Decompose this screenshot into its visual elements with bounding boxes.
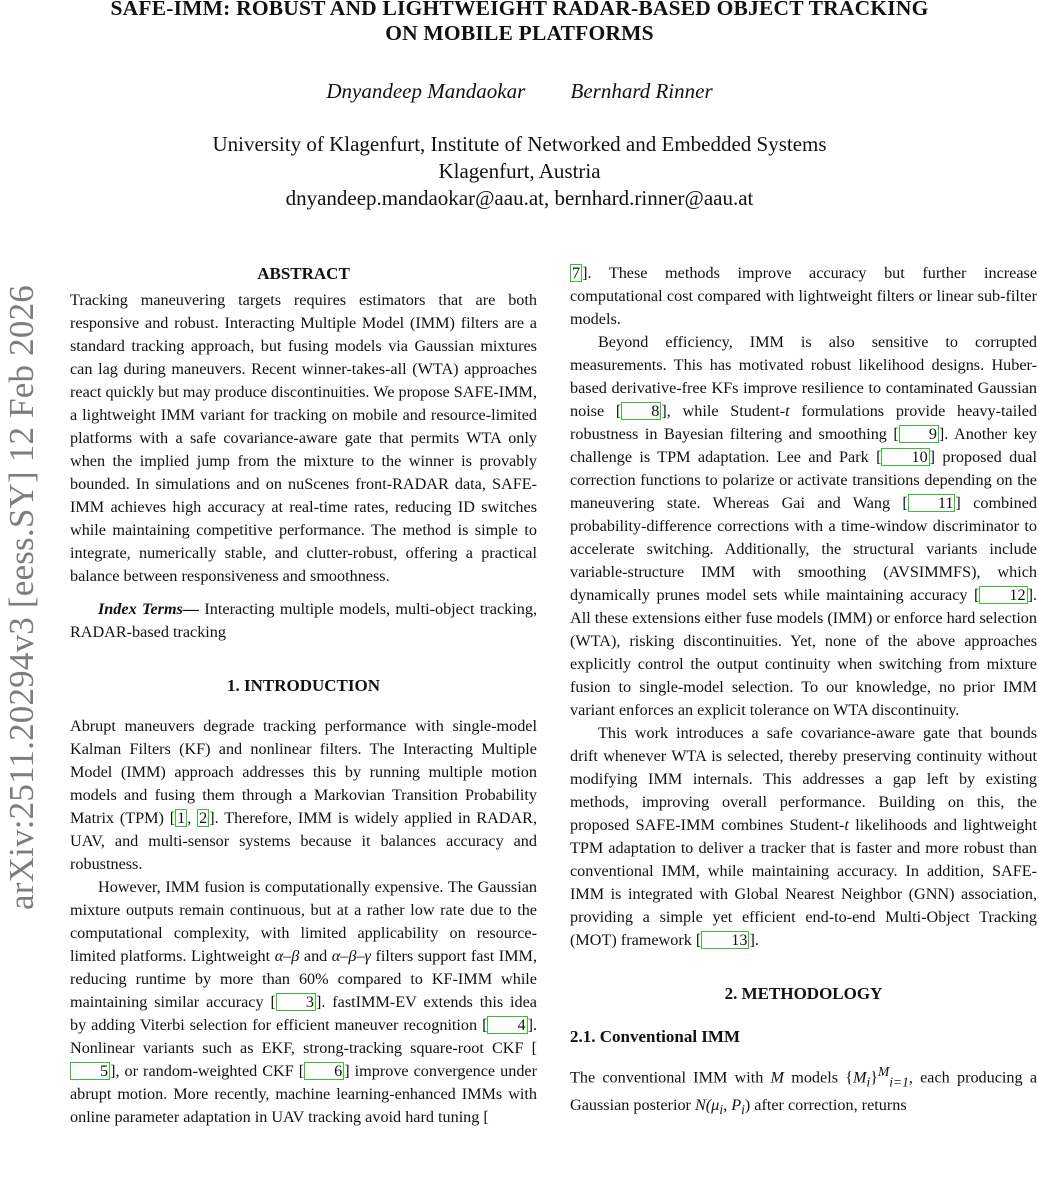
authors — [0, 79, 1039, 104]
citation-link[interactable]: 10 — [881, 448, 929, 466]
index-terms — [70, 598, 537, 644]
affiliation-block — [0, 131, 1039, 212]
left-column — [70, 262, 537, 1129]
intro-paragraph-4: This work introduces a safe covariance-aware gate that bounds drift whenever WTA is selected, thereby preserving continuity without modifying IMM internals. This addresses a gap left by existing methods, improving overall performance. Building on this, the proposed SAFE-IMM combines Student-t likelihoods and lightweight TPM adaptation to deliver a tracker that is faster and more robust than conventional IMM, while maintaining accuracy. In addition, SAFE-IMM is integrated with Global Nearest Neighbor (GNN) association, providing a simple yet efficient end-to-end Multi-Object Tracking (MOT) framework [ 13 ]. — [570, 724, 1037, 949]
index-terms-label: Index Terms— — [98, 600, 200, 618]
abstract-text: Tracking maneuvering targets requires estimators that are both responsive and robust. Interacting Multiple Model (IMM) filters are a standard tracking approach, but fusing models via Gaussian mixtures can lag during maneuvers. Recent winner-takes-all (WTA) approaches react quickly but may produce discontinuities. We propose SAFE-IMM, a lightweight IMM variant for tracking on mobile and resource-limited platforms with a safe covariance-aware gate that permits WTA only when the implied jump from the mixture to the winner is provably bounded. In simulations and on nuScenes front-RADAR data, SAFE-IMM achieves high accuracy at real-time rates, reducing ID switches while maintaining competitive performance. The method is simple to integrate, numerically stable, and clutter-robust, offering a practical balance between responsiveness and smoothness. — [70, 291, 537, 585]
intro-paragraph-2-continued: 7 ]. These methods improve accuracy but further increase computational cost compared with lightweight filters or linear sub-filter models. — [570, 264, 1037, 328]
citation-link[interactable]: 7 — [572, 264, 581, 282]
arxiv-stamp: arXiv:2511.20294v3 [eess.SY] 12 Feb 2026 — [2, 285, 41, 911]
citation-link[interactable]: 11 — [908, 494, 956, 512]
location: Klagenfurt, Austria — [438, 159, 601, 183]
right-column — [570, 262, 1037, 1121]
citation-link[interactable]: 13 — [701, 931, 749, 949]
title-line-2: ON MOBILE PLATFORMS — [385, 21, 654, 45]
author-2: Bernhard Rinner — [570, 79, 713, 103]
citation-link[interactable]: 9 — [899, 425, 939, 443]
abstract-heading: ABSTRACT — [257, 264, 350, 283]
citation-link[interactable]: 5 — [70, 1062, 110, 1080]
author-1: Dnyandeep Mandaokar — [326, 79, 526, 103]
paper-title — [0, 0, 1039, 46]
index-terms-text: Interacting multiple models, multi-object tracking, RADAR-based tracking — [70, 600, 538, 641]
section-1-heading: 1. INTRODUCTION — [226, 676, 381, 695]
methodology-paragraph-1: The conventional IMM with M models $\{M_i\}^M_{i=1}$, each producing a Gaussian posterior $N(\mu_i$, $P_i$) after correction, returns — [570, 1064, 1037, 1117]
intro-paragraph-2: However, IMM fusion is computationally expensive. The Gaussian mixture outputs remain continuous, but at a rather low rate due to the computational complexity, with limited applicability on resource-limited platforms. Lightweight α–β and α–β–γ filters support fast IMM, reducing runtime by more than 60% compared to KF-IMM while maintaining similar accuracy [ 3 ]. fastIMM-EV extends this idea by adding Viterbi selection for efficient maneuver recognition [ 4 ]. Nonlinear variants such as EKF, strong-tracking square-root CKF [5 ], or random-weighted CKF [ 6 ] improve convergence under abrupt motion. More recently, machine learning-enhanced IMMs with online parameter adaptation in UAV tracking avoid hard tuning [ — [70, 878, 537, 1126]
section-2-heading: 2. METHODOLOGY — [724, 984, 883, 1003]
subsection-2-1-heading: 2.1. Conventional IMM — [570, 1027, 740, 1046]
emails: dnyandeep.mandaokar@aau.at, bernhard.rinner@aau.at — [285, 186, 754, 210]
affiliation: University of Klagenfurt, Institute of Networked and Embedded Systems — [212, 132, 827, 156]
citation-link[interactable]: 2 — [199, 809, 208, 827]
citation-link[interactable]: 8 — [621, 402, 661, 420]
citation-link[interactable]: 12 — [979, 586, 1027, 604]
citation-link[interactable]: 1 — [177, 809, 186, 827]
citation-link[interactable]: 3 — [276, 993, 316, 1011]
citation-link[interactable]: 6 — [304, 1062, 344, 1080]
intro-paragraph-2-tail: ] improve convergence under abrupt motion. More recently, machine learning-enhanced IMMs with online parameter adaptation in UAV tracking avoid hard tuning [ — [70, 1062, 537, 1126]
intro-paragraph-3: Beyond efficiency, IMM is also sensitive to corrupted measurements. This has motivated robust likelihood designs. Huber-based derivative-free KFs improve resilience to contaminated Gaussian noise [ 8 ], while Student-t formulations provide heavy-tailed robustness in Bayesian filtering and smoothing [ 9 ]. Another key challenge is TPM adaptation. Lee and Park [ 10 ] proposed dual correction functions to polarize or activate transitions depending on the maneuvering state. Whereas Gai and Wang [ 11 ] combined probability-difference corrections with a time-window discriminator to accelerate switching. Additionally, the structural variants include variable-structure IMM with smoothing (AVSIMMFS), which dynamically prunes model sets while maintaining accuracy [ 12 ]. All these extensions either fuse models (IMM) or enforce hard selection (WTA), risking discontinuities. Yet, none of the above approaches explicitly control the output continuity when switching from mixture fusion to single-model selection. To our knowledge, no prior IMM variant enforces an explicit tolerance on WTA discontinuity. — [570, 333, 1037, 719]
citation-link[interactable]: 4 — [487, 1016, 527, 1034]
intro-paragraph-1: Abrupt maneuvers degrade tracking performance with single-model Kalman Filters (KF) and nonlinear filters. The Interacting Multiple Model (IMM) approach addresses this by running multiple motion models and fusing them through a Markovian Transition Probability Matrix (TPM) [ 1 , 2 ]. Therefore, IMM is widely applied in RADAR, UAV, and multi-sensor systems because it balances accuracy and robustness. — [70, 717, 537, 873]
title-line-1: SAFE-IMM: ROBUST AND LIGHTWEIGHT RADAR-BASED OBJECT TRACKING — [110, 0, 929, 20]
